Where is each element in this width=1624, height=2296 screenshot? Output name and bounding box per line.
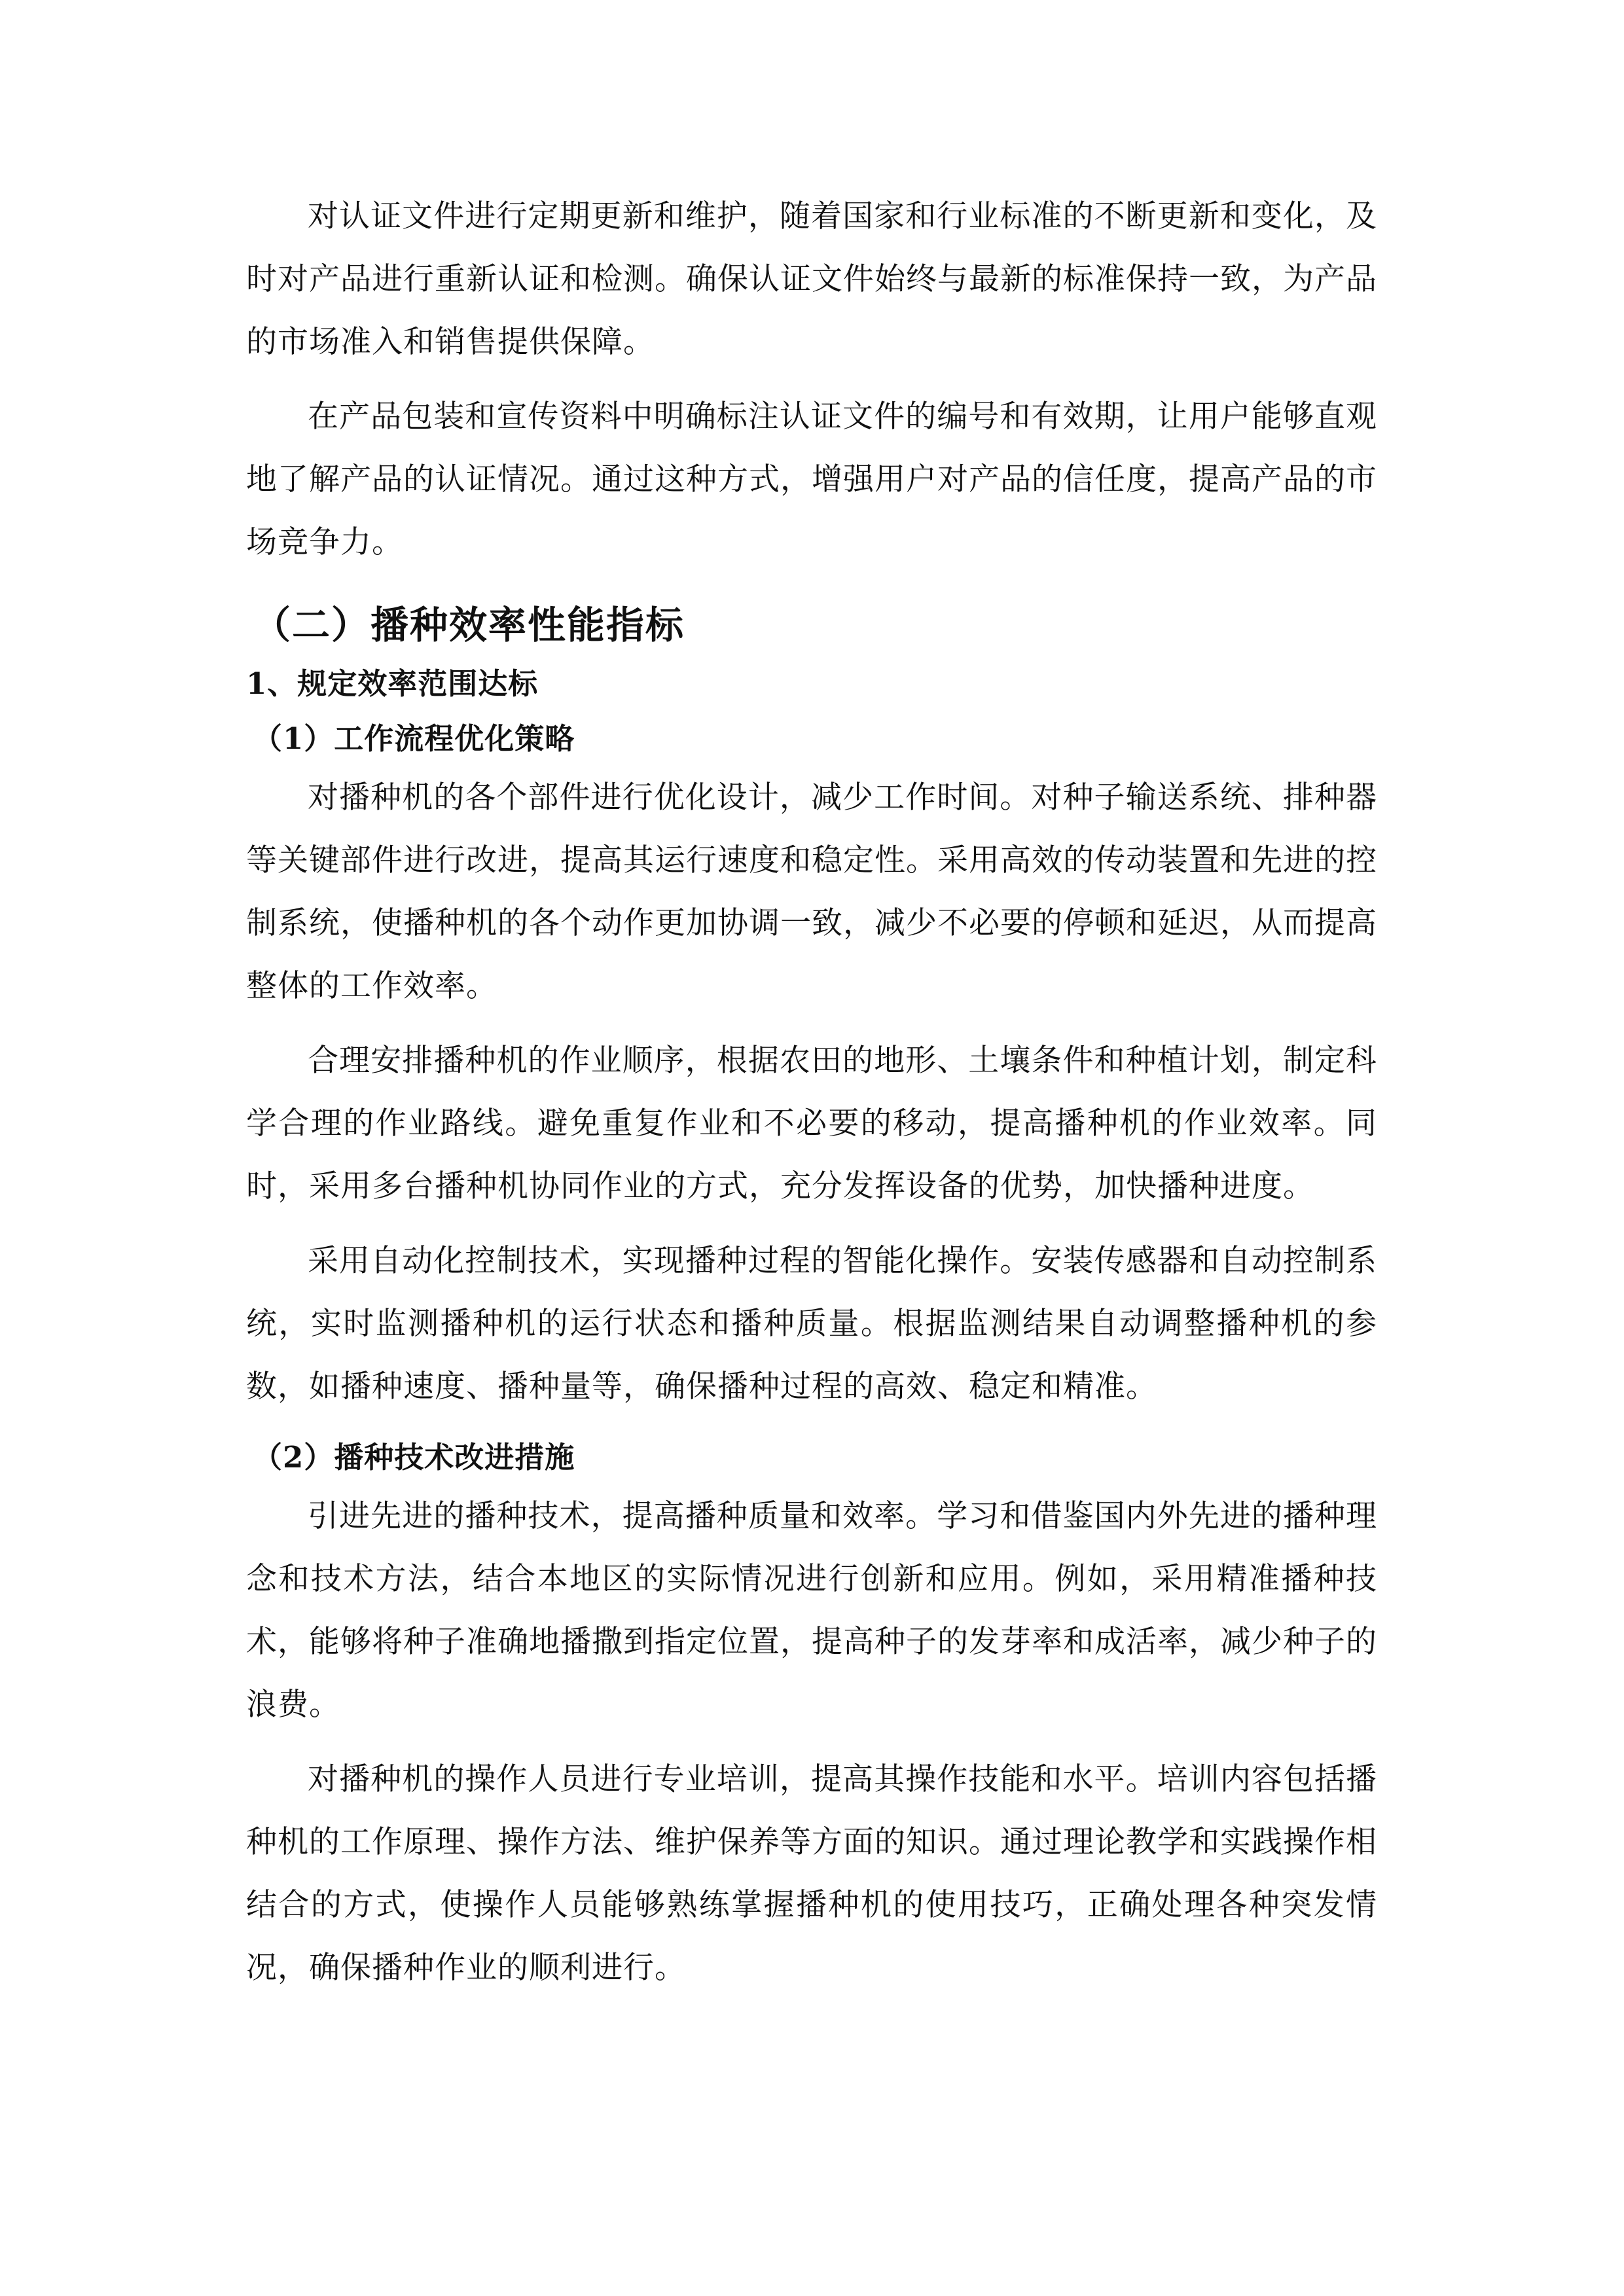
subsection-heading: 1、规定效率范围达标 bbox=[246, 666, 539, 701]
paragraph: 对认证文件进行定期更新和维护，随着国家和行业标准的不断更新和变化，及时对产品进行重新认证和检测。确保认证文件始终与最新的标准保持一致，为产品的市场准入和销售提供保障。 bbox=[246, 198, 1377, 360]
paragraph: 合理安排播种机的作业顺序，根据农田的地形、土壤条件和种植计划，制定科学合理的作业路线。避免重复作业和不必要的移动，提高播种机的作业效率。同时，采用多台播种机协同作业的方式，充分发挥设备的优势，加快播种进度。 bbox=[246, 1043, 1377, 1204]
page-content bbox=[246, 185, 1377, 2000]
paragraph: 对播种机的操作人员进行专业培训，提高其操作技能和水平。培训内容包括播种机的工作原理、操作方法、维护保养等方面的知识。通过理论教学和实践操作相结合的方式，使操作人员能够熟练掌握播种机的使用技巧，正确处理各种突发情况，确保播种作业的顺利进行。 bbox=[246, 1761, 1377, 1986]
paragraph: 引进先进的播种技术，提高播种质量和效率。学习和借鉴国内外先进的播种理念和技术方法，结合本地区的实际情况进行创新和应用。例如，采用精准播种技术，能够将种子准确地播撒到指定位置，提高种子的发芽率和成活率，减少种子的浪费。 bbox=[246, 1498, 1377, 1723]
item-heading: （2）播种技术改进措施 bbox=[253, 1440, 575, 1475]
section-heading: （二）播种效率性能指标 bbox=[253, 603, 685, 647]
item-heading: （1）工作流程优化策略 bbox=[253, 721, 575, 756]
paragraph: 采用自动化控制技术，实现播种过程的智能化操作。安装传感器和自动控制系统，实时监测播种机的运行状态和播种质量。根据监测结果自动调整播种机的参数，如播种速度、播种量等，确保播种过程的高效、稳定和精准。 bbox=[246, 1243, 1377, 1405]
paragraph: 在产品包装和宣传资料中明确标注认证文件的编号和有效期，让用户能够直观地了解产品的认证情况。通过这种方式，增强用户对产品的信任度，提高产品的市场竞争力。 bbox=[246, 399, 1377, 560]
paragraph: 对播种机的各个部件进行优化设计，减少工作时间。对种子输送系统、排种器等关键部件进行改进，提高其运行速度和稳定性。采用高效的传动装置和先进的控制系统，使播种机的各个动作更加协调一致，减少不必要的停顿和延迟，从而提高整体的工作效率。 bbox=[246, 780, 1377, 1004]
